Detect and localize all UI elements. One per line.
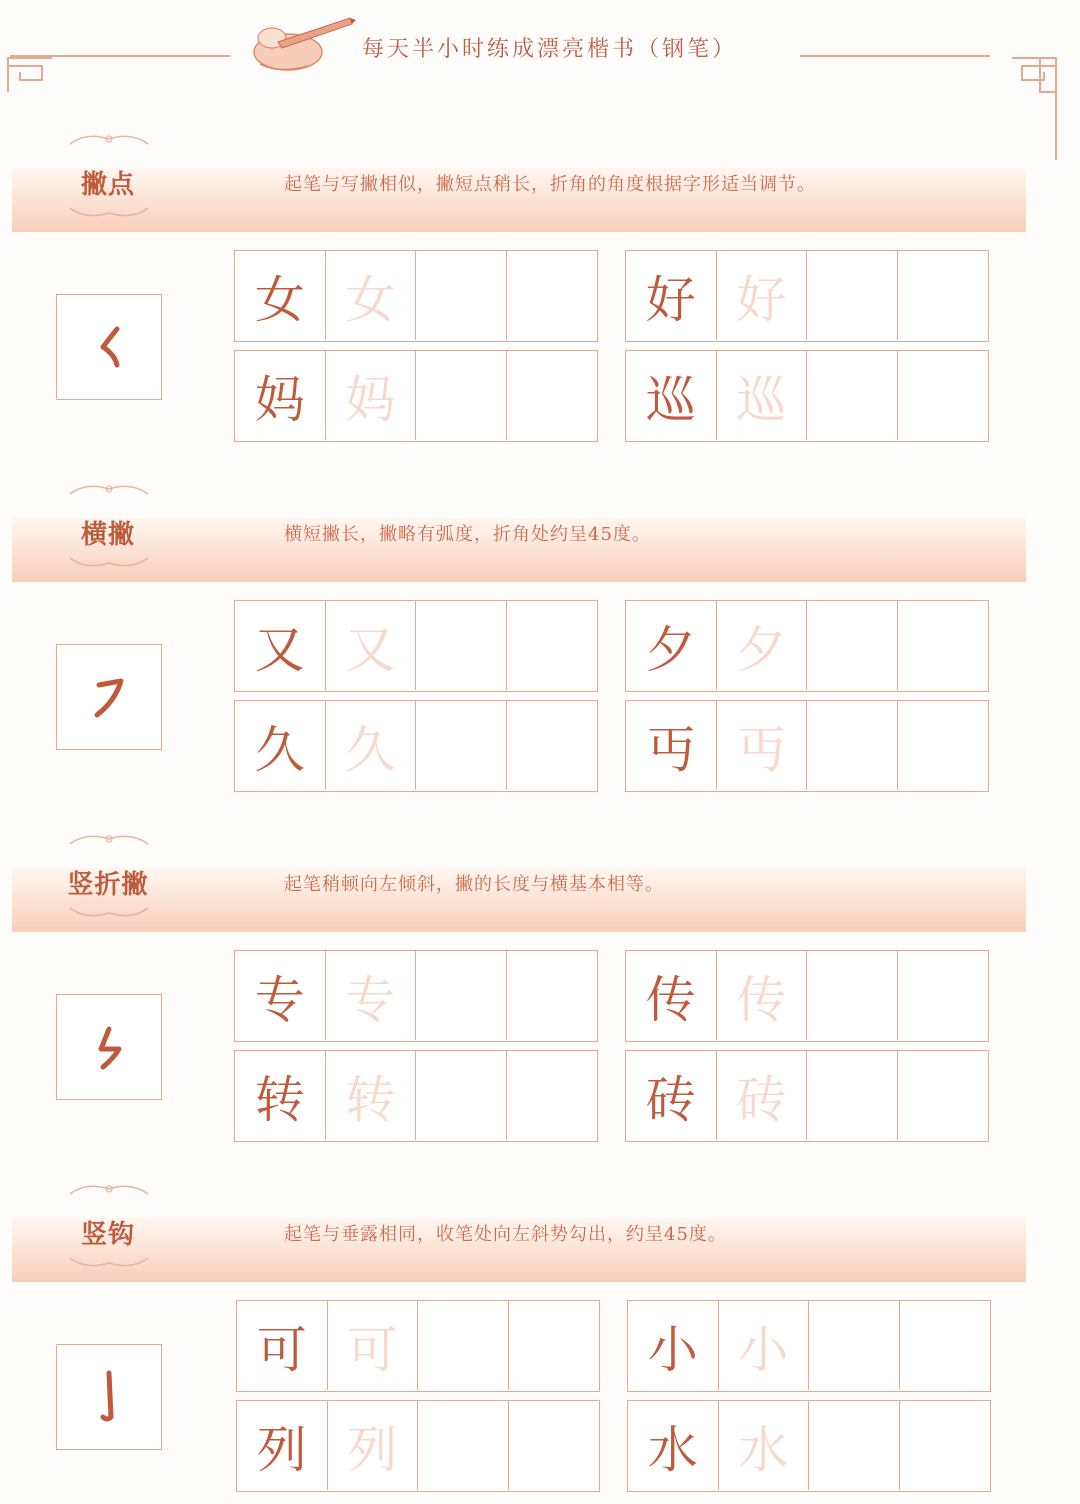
shu-zhe-pie-stroke-icon xyxy=(57,995,161,1099)
model-character: 水 xyxy=(628,1401,719,1490)
trace-character: 列 xyxy=(328,1401,419,1490)
stroke-example-box xyxy=(56,994,162,1100)
blank-practice-cell[interactable] xyxy=(416,601,507,690)
bottom-scroll-ornament-icon xyxy=(66,904,152,922)
stroke-section-heng-pie xyxy=(0,480,1080,810)
bottom-scroll-ornament-icon xyxy=(66,1254,152,1272)
stroke-name: 撇点 xyxy=(80,170,135,200)
trace-character: 转 xyxy=(326,1051,417,1140)
blank-practice-cell[interactable] xyxy=(507,351,598,440)
blank-practice-cell[interactable] xyxy=(416,351,507,440)
model-character: 夕 xyxy=(626,601,717,690)
model-character: 可 xyxy=(237,1301,328,1390)
blank-practice-cell[interactable] xyxy=(807,1051,898,1140)
page-title: 每天半小时练成漂亮楷书（钢笔） xyxy=(362,37,738,62)
stroke-section-pie-dian xyxy=(0,130,1080,460)
trace-character: 夕 xyxy=(717,601,808,690)
stroke-name: 竖折撇 xyxy=(67,870,149,900)
top-scroll-ornament-icon xyxy=(66,130,152,148)
trace-character: 又 xyxy=(326,601,417,690)
model-character: 列 xyxy=(237,1401,328,1490)
heng-pie-stroke-icon xyxy=(57,645,161,749)
model-character: 传 xyxy=(626,951,717,1040)
blank-practice-cell[interactable] xyxy=(809,1301,900,1390)
blank-practice-cell[interactable] xyxy=(807,351,898,440)
model-character: 久 xyxy=(235,701,326,790)
stroke-section-shu-gou xyxy=(0,1180,1080,1504)
bottom-scroll-ornament-icon xyxy=(66,204,152,222)
pie-dian-stroke-icon xyxy=(57,295,161,399)
model-character: 小 xyxy=(628,1301,719,1390)
trace-character: 丏 xyxy=(717,701,808,790)
blank-practice-cell[interactable] xyxy=(807,601,898,690)
model-character: 女 xyxy=(235,251,326,340)
model-character: 又 xyxy=(235,601,326,690)
model-character: 妈 xyxy=(235,351,326,440)
practice-grid xyxy=(236,1400,600,1492)
model-character: 专 xyxy=(235,951,326,1040)
blank-practice-cell[interactable] xyxy=(898,601,989,690)
practice-grid xyxy=(625,600,989,692)
model-character: 巡 xyxy=(626,351,717,440)
stroke-description: 起笔稍顿向左倾斜，撇的长度与横基本相等。 xyxy=(284,874,664,895)
page-header xyxy=(0,0,1080,120)
blank-practice-cell[interactable] xyxy=(898,351,989,440)
practice-grid xyxy=(234,250,598,342)
blank-practice-cell[interactable] xyxy=(416,1051,507,1140)
trace-character: 可 xyxy=(328,1301,419,1390)
header-rule-right xyxy=(800,55,990,57)
blank-practice-cell[interactable] xyxy=(418,1301,509,1390)
trace-character: 好 xyxy=(717,251,808,340)
stroke-example-box xyxy=(56,1344,162,1450)
model-character: 转 xyxy=(235,1051,326,1140)
model-character: 好 xyxy=(626,251,717,340)
practice-grid xyxy=(627,1300,991,1392)
top-scroll-ornament-icon xyxy=(66,830,152,848)
trace-character: 砖 xyxy=(717,1051,808,1140)
stroke-description: 横短撇长，撇略有弧度，折角处约呈45度。 xyxy=(284,524,651,545)
blank-practice-cell[interactable] xyxy=(416,251,507,340)
blank-practice-cell[interactable] xyxy=(507,1051,598,1140)
stroke-description: 起笔与写撇相似，撇短点稍长，折角的角度根据字形适当调节。 xyxy=(284,174,816,195)
trace-character: 久 xyxy=(326,701,417,790)
bottom-scroll-ornament-icon xyxy=(66,554,152,572)
stroke-example-box xyxy=(56,294,162,400)
blank-practice-cell[interactable] xyxy=(809,1401,900,1490)
blank-practice-cell[interactable] xyxy=(416,951,507,1040)
blank-practice-cell[interactable] xyxy=(509,1401,600,1490)
practice-grid xyxy=(627,1400,991,1492)
stroke-description: 起笔与垂露相同，收笔处向左斜势勾出，约呈45度。 xyxy=(284,1224,727,1245)
practice-grid xyxy=(625,700,989,792)
practice-grid xyxy=(234,950,598,1042)
shu-gou-stroke-icon xyxy=(57,1345,161,1449)
stroke-name: 横撇 xyxy=(80,520,135,550)
stroke-example-box xyxy=(56,644,162,750)
trace-character: 女 xyxy=(326,251,417,340)
practice-grid xyxy=(236,1300,600,1392)
model-character: 丏 xyxy=(626,701,717,790)
blank-practice-cell[interactable] xyxy=(900,1301,991,1390)
blank-practice-cell[interactable] xyxy=(900,1401,991,1490)
model-character: 砖 xyxy=(626,1051,717,1140)
blank-practice-cell[interactable] xyxy=(807,251,898,340)
trace-character: 妈 xyxy=(326,351,417,440)
practice-grid xyxy=(234,600,598,692)
practice-grid xyxy=(234,700,598,792)
blank-practice-cell[interactable] xyxy=(898,951,989,1040)
trace-character: 水 xyxy=(719,1401,810,1490)
trace-character: 巡 xyxy=(717,351,808,440)
practice-grid xyxy=(625,950,989,1042)
trace-character: 小 xyxy=(719,1301,810,1390)
stroke-name: 竖钩 xyxy=(80,1220,135,1250)
practice-grid xyxy=(625,250,989,342)
blank-practice-cell[interactable] xyxy=(418,1401,509,1490)
blank-practice-cell[interactable] xyxy=(807,701,898,790)
blank-practice-cell[interactable] xyxy=(507,251,598,340)
blank-practice-cell[interactable] xyxy=(416,701,507,790)
trace-character: 专 xyxy=(326,951,417,1040)
blank-practice-cell[interactable] xyxy=(509,1301,600,1390)
top-scroll-ornament-icon xyxy=(66,480,152,498)
blank-practice-cell[interactable] xyxy=(507,601,598,690)
stroke-section-shu-zhe-pie xyxy=(0,830,1080,1160)
blank-practice-cell[interactable] xyxy=(807,951,898,1040)
practice-grid xyxy=(625,1050,989,1142)
practice-grid xyxy=(234,350,598,442)
practice-grid xyxy=(234,1050,598,1142)
blank-practice-cell[interactable] xyxy=(507,701,598,790)
blank-practice-cell[interactable] xyxy=(898,701,989,790)
trace-character: 传 xyxy=(717,951,808,1040)
blank-practice-cell[interactable] xyxy=(898,1051,989,1140)
blank-practice-cell[interactable] xyxy=(507,951,598,1040)
top-scroll-ornament-icon xyxy=(66,1180,152,1198)
practice-grid xyxy=(625,350,989,442)
blank-practice-cell[interactable] xyxy=(898,251,989,340)
brush-logo-icon xyxy=(238,8,358,78)
